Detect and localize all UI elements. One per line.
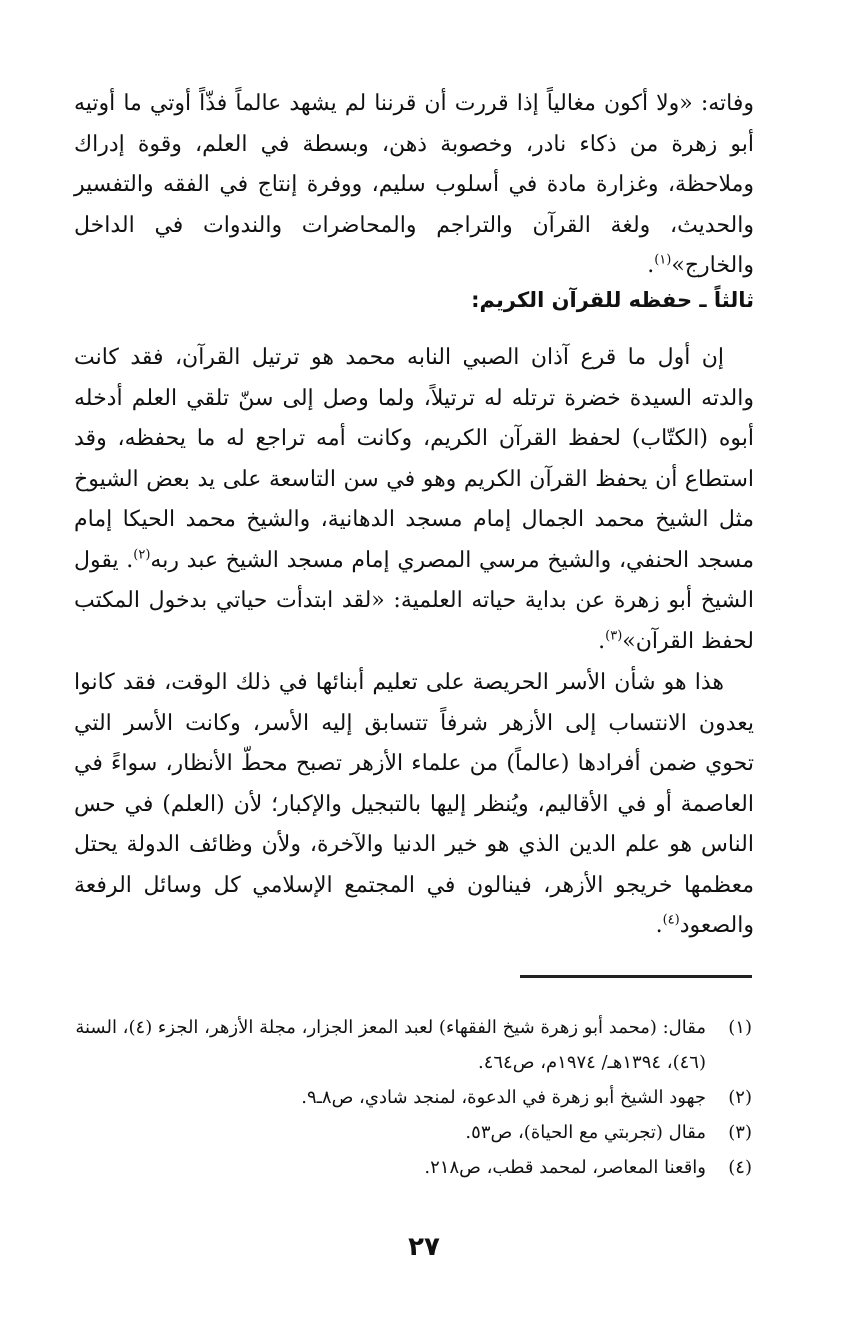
paragraph-quote: وفاته: «ولا أكون مغالياً إذا قررت أن قرننا لم يشهد عالماً فذّاً أوتي ما أوتيه أبو زهرة من ذكاء نادر، وخصوبة ذهن، وبسطة في العلم، وقوة إدراك وملاحظة، وغزارة مادة في أسلوب سليم، ووفرة إنتاج في الفقه والتفسير والحديث، ولغة القرآن والتراجم والمحاضرات والندوات في الداخل والخارج»$^{(١)}$. <box>74 91 754 278</box>
footnote-text: مقال: (محمد أبو زهرة شيخ الفقهاء) لعبد المعز الجزار، مجلة الأزهر، الجزء (٤)، السنة (٤٦)، ١٣٩٤هـ/ ١٩٧٤م، ص٤٦٤. <box>75 1017 706 1073</box>
footnote-text: واقعنا المعاصر، لمحمد قطب، ص٢١٨. <box>424 1157 706 1178</box>
page-number: ٢٧ <box>408 1232 440 1262</box>
footnote-item <box>74 1150 764 1185</box>
footnote-number: (٤) <box>728 1157 752 1178</box>
paragraph-text: هذا هو شأن الأسر الحريصة على تعليم أبنائها في ذلك الوقت، فقد كانوا يعدون الانتساب إلى الأزهر شرفاً تتسابق إليه الأسر، وكانت الأسر التي تحوي ضمن أفرادها (عالماً) من علماء الأزهر تصبح محطّ الأنظار، سواءً في العاصمة أو في الأقاليم، ويُنظر إليها بالتبجيل والإكبار؛ لأن (العلم) في حس الناس هو علم الدين الذي هو خير الدنيا والآخرة، ولأن وظائف الدولة يحتل معظمها خريجو الأزهر، فينالون في المجتمع الإسلامي كل وسائل الرفعة والصعود <box>74 670 754 938</box>
footnote-ref[interactable]: (٣) <box>605 628 623 644</box>
footnotes-list <box>74 1010 764 1185</box>
footnote-number: (١) <box>728 1017 752 1038</box>
paragraph-text: إن أول ما قرع آذان الصبي النابه محمد هو ترتيل القرآن، فقد كانت والدته السيدة خضرة ترتله له ترتيلاً، ولما وصل إلى سنّ تلقي العلم أدخله أبوه (الكتّاب) لحفظ القرآن الكريم، وكانت أمه تراجع له ما يحفظه، وقد استطاع أن يحفظ القرآن الكريم وهو في سن التاسعة على يد بعض الشيوخ مثل الشيخ محمد الجمال إمام مسجد الدهانية، والشيخ محمد الحيكا إمام مسجد الحنفي، والشيخ مرسي المصري إمام مسجد الشيخ عبد ربه <box>74 345 755 573</box>
footnote-item <box>74 1115 764 1150</box>
footnote-item <box>74 1080 764 1115</box>
paragraph-text: وفاته: «ولا أكون مغالياً إذا قررت أن قرننا لم يشهد عالماً فذّاً أوتي ما أوتيه أبو زهرة من ذكاء نادر، وخصوبة ذهن، وبسطة في العلم، وقوة إدراك وملاحظة، وغزارة مادة في أسلوب سليم، ووفرة إنتاج في الفقه والتفسير والحديث، ولغة القرآن والتراجم والمحاضرات والندوات في الداخل والخارج» <box>74 91 754 278</box>
footnote-number: (٣) <box>728 1122 752 1143</box>
paragraph-memorization: إن أول ما قرع آذان الصبي النابه محمد هو ترتيل القرآن، فقد كانت والدته السيدة خضرة ترتله له ترتيلاً، ولما وصل إلى سنّ تلقي العلم أدخله أبوه (الكتّاب) لحفظ القرآن الكريم، وكانت أمه تراجع له ما يحفظه، وقد استطاع أن يحفظ القرآن الكريم وهو في سن التاسعة على يد بعض الشيوخ مثل الشيخ محمد الجمال إمام مسجد الدهانية، والشيخ محمد الحيكا إمام مسجد الحنفي، والشيخ مرسي المصري إمام مسجد الشيخ عبد ربه$^{(٢)}$. يقول الشيخ أبو زهرة عن بداية حياته العلمية: «لقد ابتدأت حياتي بدخول المكتب لحفظ القرآن»$^{(٣)}$. <box>74 345 755 654</box>
section-heading: ثالثاً ـ حفظه للقرآن الكريم: <box>471 288 754 312</box>
paragraph-families: هذا هو شأن الأسر الحريصة على تعليم أبنائها في ذلك الوقت، فقد كانوا يعدون الانتساب إلى الأزهر شرفاً تتسابق إليه الأسر، وكانت الأسر التي تحوي ضمن أفرادها (عالماً) من علماء الأزهر تصبح محطّ الأنظار، سواءً في العاصمة أو في الأقاليم، ويُنظر إليها بالتبجيل والإكبار؛ لأن (العلم) في حس الناس هو علم الدين الذي هو خير الدنيا والآخرة، ولأن وظائف الدولة يحتل معظمها خريجو الأزهر، فينالون في المجتمع الإسلامي كل وسائل الرفعة والصعود$^{(٤)}$. <box>74 670 754 938</box>
paragraph-text: . يقول الشيخ أبو زهرة عن بداية حياته العلمية: «لقد ابتدأت حياتي بدخول المكتب لحفظ القرآن» <box>74 547 754 654</box>
footnote-text: جهود الشيخ أبو زهرة في الدعوة، لمنجد شادي، ص٨ـ٩. <box>301 1087 706 1108</box>
footnote-item <box>74 1010 764 1080</box>
footnote-ref[interactable]: (١) <box>654 252 672 268</box>
footnote-divider <box>520 975 752 978</box>
footnote-number: (٢) <box>728 1087 752 1108</box>
footnote-ref[interactable]: (٤) <box>662 912 680 928</box>
footnote-text: مقال (تجربتي مع الحياة)، ص٥٣. <box>465 1122 706 1143</box>
footnote-ref[interactable]: (٢) <box>133 547 151 563</box>
